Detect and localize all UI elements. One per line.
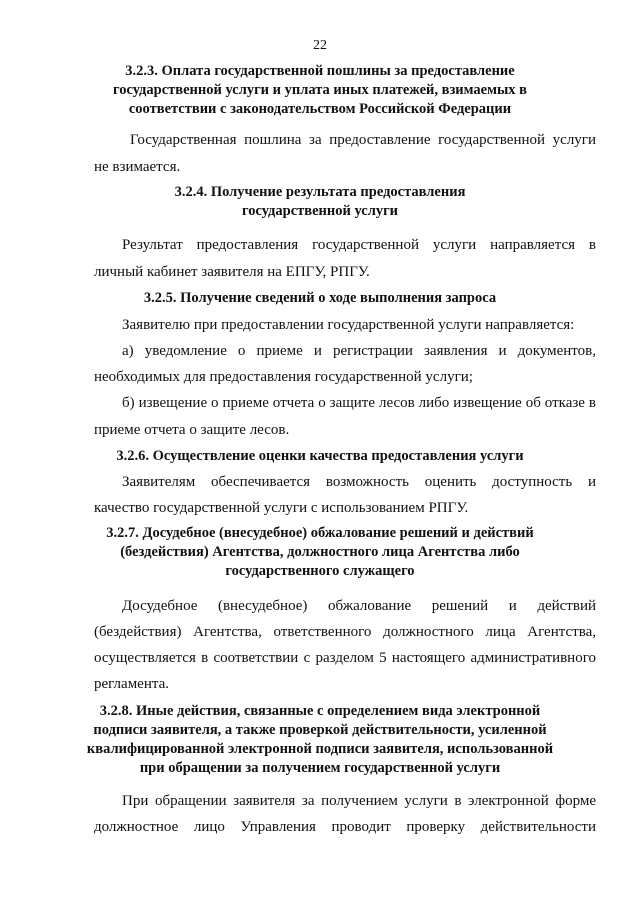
heading-line: государственной услуги — [241, 203, 399, 219]
paragraph-line: (бездействия) Агентства, ответственного должностного лица Агентства, — [94, 624, 596, 640]
page-number: 22 — [313, 38, 327, 53]
section-3-2-8-heading — [80, 702, 560, 778]
paragraph-line: личный кабинет заявителя на ЕПГУ, РПГУ. — [94, 264, 370, 280]
heading-line: государственной услуги и уплата иных платежей, взимаемых в — [113, 82, 527, 98]
paragraph-line: качество государственной услуги с использованием РПГУ. — [94, 500, 469, 516]
paragraph-line: необходимых для предоставления государственной услуги; — [94, 369, 473, 385]
section-3-2-6-heading — [100, 447, 540, 466]
heading-line: 3.2.8. Иные действия, связанные с определением вида электронной — [99, 703, 541, 719]
section-3-2-7-heading — [100, 524, 540, 581]
heading-line: подписи заявителя, а также проверкой действительности, усиленной — [93, 722, 547, 738]
paragraph-line: Государственная пошлина за предоставление государственной услуги — [130, 132, 596, 148]
paragraph-line: а) уведомление о приеме и регистрации заявления и документов, — [122, 343, 596, 359]
section-3-2-4-heading — [100, 183, 540, 221]
paragraph-line: приеме отчета о защите лесов. — [94, 422, 290, 438]
section-3-2-3-heading — [100, 62, 540, 119]
heading-line: 3.2.6. Осуществление оценки качества предоставления услуги — [116, 448, 524, 464]
paragraph-line: должностное лицо Управления проводит проверку действительности — [94, 819, 596, 835]
heading-line: 3.2.3. Оплата государственной пошлины за предоставление — [125, 63, 515, 79]
heading-line: квалифицированной электронной подписи заявителя, использованной — [86, 741, 554, 757]
paragraph-line: Заявителю при предоставлении государственной услуги направляется: — [122, 317, 575, 333]
heading-line: государственного служащего — [225, 563, 415, 579]
heading-line: 3.2.7. Досудебное (внесудебное) обжалование решений и действий — [106, 525, 534, 541]
heading-line: соответствии с законодательством Российской Федерации — [128, 101, 512, 117]
paragraph-line: не взимается. — [94, 159, 181, 175]
paragraph-line: Результат предоставления государственной услуги направляется в — [122, 237, 596, 253]
section-3-2-5-heading — [100, 289, 540, 308]
heading-line: 3.2.4. Получение результата предоставления — [174, 184, 466, 200]
paragraph-line: При обращении заявителя за получением услуги в электронной форме — [122, 793, 596, 809]
paragraph-line: регламента. — [94, 676, 170, 692]
heading-line: при обращении за получением государственной услуги — [139, 760, 501, 776]
paragraph-line: Заявителям обеспечивается возможность оценить доступность и — [122, 474, 596, 490]
heading-line: 3.2.5. Получение сведений о ходе выполнения запроса — [143, 290, 497, 306]
paragraph-line: осуществляется в соответствии с разделом 5 настоящего административного — [94, 650, 596, 666]
heading-line: (бездействия) Агентства, должностного лица Агентства либо — [120, 544, 520, 560]
paragraph-line: б) извещение о приеме отчета о защите лесов либо извещение об отказе в — [122, 395, 596, 411]
paragraph-line: Досудебное (внесудебное) обжалование решений и действий — [122, 598, 596, 614]
